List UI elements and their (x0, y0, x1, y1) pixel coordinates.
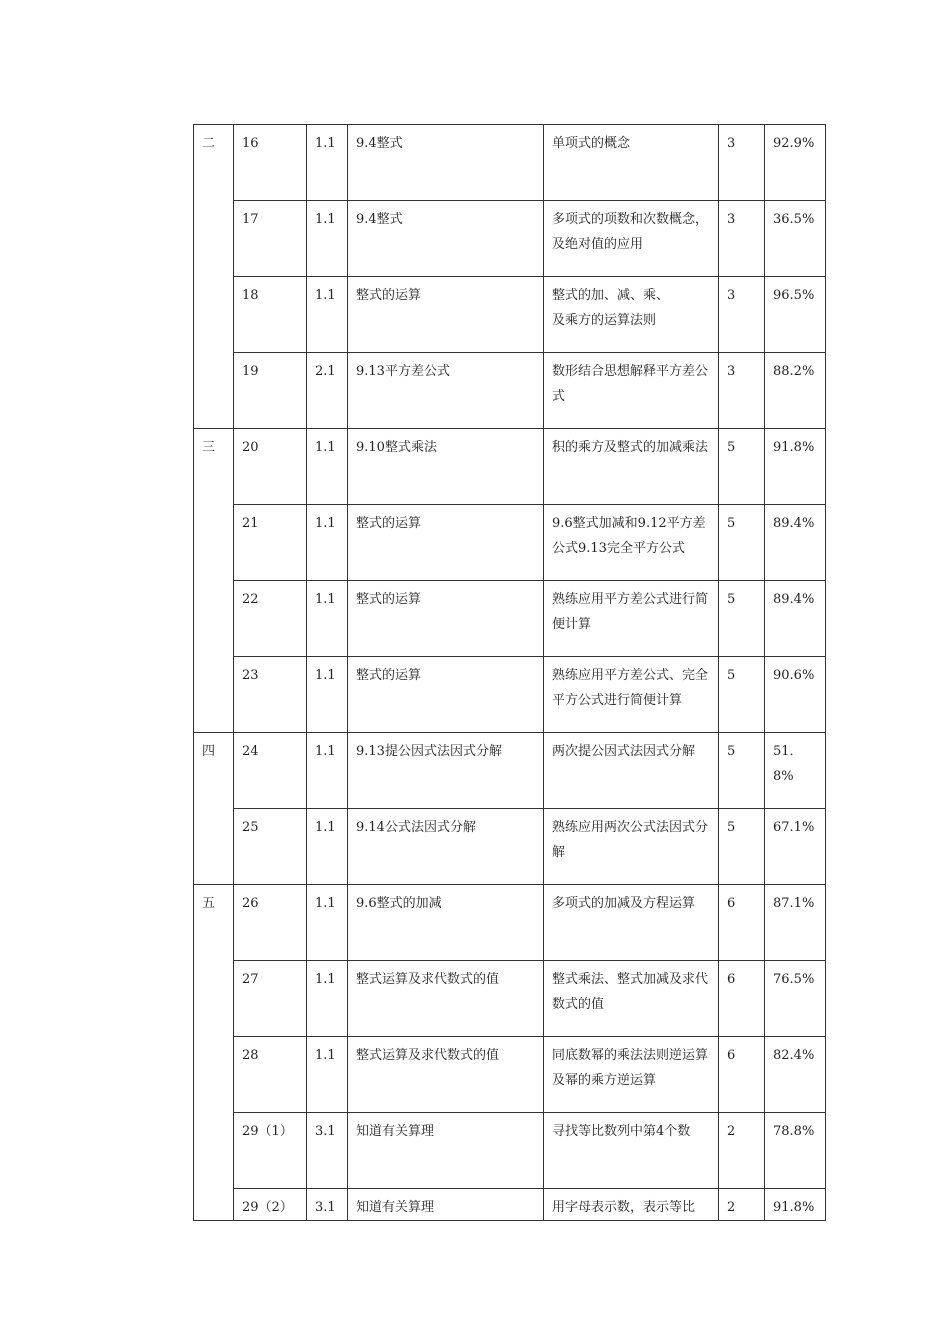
score-cell: 6 (719, 885, 765, 961)
table-row (194, 657, 826, 733)
table-row (194, 505, 826, 581)
ratio-cell: 1.1 (307, 201, 348, 277)
topic-cell: 9.10整式乘法 (348, 429, 544, 505)
score-cell: 6 (719, 961, 765, 1037)
topic-cell: 整式的运算 (348, 505, 544, 581)
question-number: 17 (234, 201, 307, 277)
goal-cell: 数形结合思想解释平方差公式 (544, 353, 719, 429)
score-cell: 3 (719, 353, 765, 429)
topic-cell: 知道有关算理 (348, 1189, 544, 1221)
rate-cell: 67.1% (765, 809, 826, 885)
section-cell: 二 (194, 125, 234, 429)
score-cell: 6 (719, 1037, 765, 1113)
score-cell: 3 (719, 277, 765, 353)
question-number: 16 (234, 125, 307, 201)
score-cell: 3 (719, 201, 765, 277)
ratio-cell: 1.1 (307, 429, 348, 505)
rate-cell: 78.8% (765, 1113, 826, 1189)
ratio-cell: 1.1 (307, 885, 348, 961)
table-row (194, 1037, 826, 1113)
goal-cell: 9.6整式加减和9.12平方差公式9.13完全平方公式 (544, 505, 719, 581)
table-row (194, 125, 826, 201)
question-number: 25 (234, 809, 307, 885)
ratio-cell: 1.1 (307, 125, 348, 201)
topic-cell: 整式运算及求代数式的值 (348, 961, 544, 1037)
question-number: 23 (234, 657, 307, 733)
topic-cell: 9.6整式的加减 (348, 885, 544, 961)
goal-cell: 用字母表示数，表示等比 (544, 1189, 719, 1221)
rate-cell: 88.2% (765, 353, 826, 429)
table-row (194, 353, 826, 429)
ratio-cell: 3.1 (307, 1189, 348, 1221)
question-number: 24 (234, 733, 307, 809)
section-cell: 五 (194, 885, 234, 1221)
ratio-cell: 1.1 (307, 277, 348, 353)
rate-cell: 91.8% (765, 1189, 826, 1221)
goal-cell: 整式乘法、整式加减及求代数式的值 (544, 961, 719, 1037)
topic-cell: 9.13提公因式法因式分解 (348, 733, 544, 809)
rate-cell: 82.4% (765, 1037, 826, 1113)
goal-cell: 多项式的项数和次数概念，及绝对值的应用 (544, 201, 719, 277)
ratio-cell: 1.1 (307, 505, 348, 581)
score-cell: 2 (719, 1189, 765, 1221)
score-cell: 5 (719, 733, 765, 809)
goal-cell (544, 277, 719, 353)
goal-cell: 熟练应用平方差公式进行简便计算 (544, 581, 719, 657)
section-cell: 四 (194, 733, 234, 885)
score-cell: 3 (719, 125, 765, 201)
goal-line-2: 及乘方的运算法则 (552, 313, 657, 328)
goal-cell: 积的乘方及整式的加减乘法 (544, 429, 719, 505)
rate-cell: 92.9% (765, 125, 826, 201)
goal-line-1: 整式的加、减、乘、 (552, 288, 670, 303)
section-cell: 三 (194, 429, 234, 733)
ratio-cell: 1.1 (307, 657, 348, 733)
goal-cell: 多项式的加减及方程运算 (544, 885, 719, 961)
ratio-cell: 1.1 (307, 809, 348, 885)
question-number: 21 (234, 505, 307, 581)
topic-cell: 知道有关算理 (348, 1113, 544, 1189)
rate-cell: 89.4% (765, 581, 826, 657)
rate-cell: 36.5% (765, 201, 826, 277)
question-number: 27 (234, 961, 307, 1037)
topic-cell: 整式的运算 (348, 581, 544, 657)
rate-cell: 87.1% (765, 885, 826, 961)
topic-cell: 整式的运算 (348, 277, 544, 353)
question-number: 22 (234, 581, 307, 657)
score-cell: 5 (719, 809, 765, 885)
question-number: 29（1） (234, 1113, 307, 1189)
table-row (194, 1113, 826, 1189)
table-row (194, 277, 826, 353)
topic-cell: 9.4整式 (348, 125, 544, 201)
ratio-cell: 1.1 (307, 581, 348, 657)
ratio-cell: 1.1 (307, 1037, 348, 1113)
score-cell: 5 (719, 657, 765, 733)
goal-cell: 同底数幂的乘法法则逆运算及幂的乘方逆运算 (544, 1037, 719, 1113)
question-number: 20 (234, 429, 307, 505)
question-number: 26 (234, 885, 307, 961)
topic-cell: 9.13平方差公式 (348, 353, 544, 429)
topic-cell: 整式运算及求代数式的值 (348, 1037, 544, 1113)
table-row (194, 733, 826, 809)
goal-cell: 单项式的概念 (544, 125, 719, 201)
goal-cell: 寻找等比数列中第4个数 (544, 1113, 719, 1189)
ratio-cell: 2.1 (307, 353, 348, 429)
table-row (194, 961, 826, 1037)
question-number: 19 (234, 353, 307, 429)
ratio-cell: 1.1 (307, 733, 348, 809)
goal-cell: 两次提公因式法因式分解 (544, 733, 719, 809)
table-row (194, 429, 826, 505)
question-number: 29（2） (234, 1189, 307, 1221)
rate-cell: 90.6% (765, 657, 826, 733)
table-row (194, 885, 826, 961)
table-row (194, 809, 826, 885)
score-cell: 2 (719, 1113, 765, 1189)
table-row (194, 581, 826, 657)
topic-cell: 9.14公式法因式分解 (348, 809, 544, 885)
score-cell: 5 (719, 429, 765, 505)
table-row (194, 1189, 826, 1221)
goal-cell: 熟练应用两次公式法因式分解 (544, 809, 719, 885)
score-cell: 5 (719, 581, 765, 657)
ratio-cell: 1.1 (307, 961, 348, 1037)
rate-cell: 89.4% (765, 505, 826, 581)
rate-cell: 91.8% (765, 429, 826, 505)
rate-cell: 76.5% (765, 961, 826, 1037)
question-number: 28 (234, 1037, 307, 1113)
question-number: 18 (234, 277, 307, 353)
goal-cell: 熟练应用平方差公式、完全平方公式进行简便计算 (544, 657, 719, 733)
analysis-table (193, 124, 826, 1221)
score-cell: 5 (719, 505, 765, 581)
rate-cell: 96.5% (765, 277, 826, 353)
ratio-cell: 3.1 (307, 1113, 348, 1189)
table-row (194, 201, 826, 277)
rate-cell: 51．8% (765, 733, 826, 809)
topic-cell: 整式的运算 (348, 657, 544, 733)
topic-cell: 9.4整式 (348, 201, 544, 277)
